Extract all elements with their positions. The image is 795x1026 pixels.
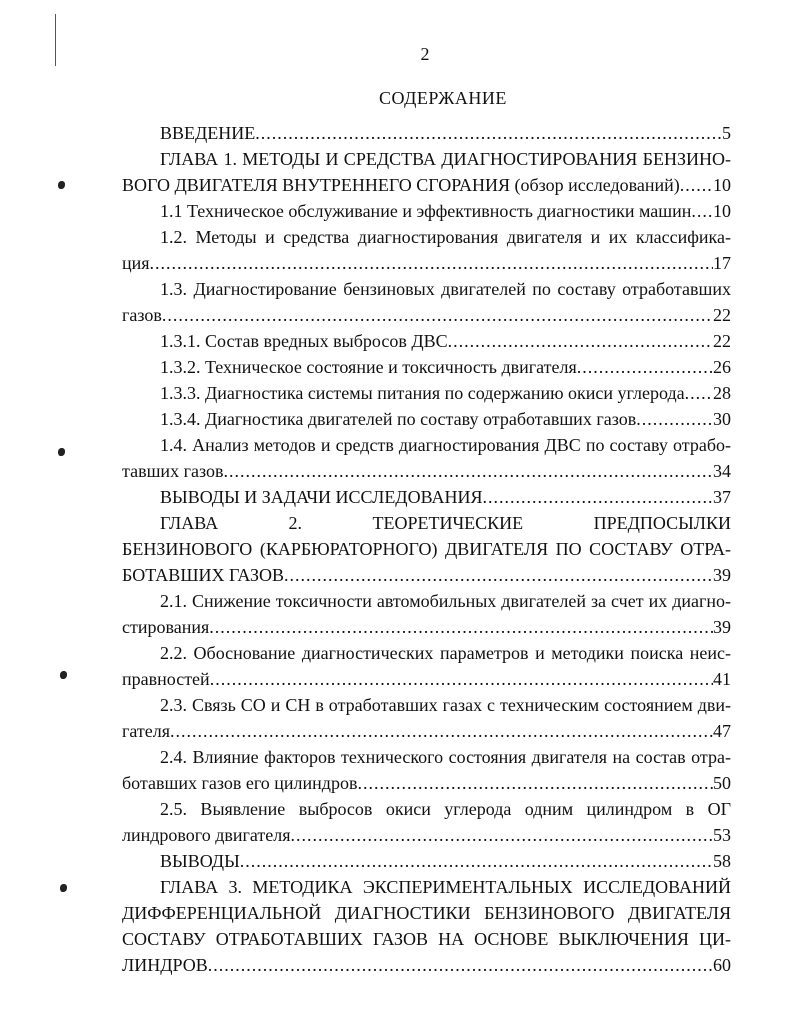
toc-entry-text: ДИФФЕРЕНЦИАЛЬНОЙ ДИАГНОСТИКИ БЕНЗИНОВОГО ДВИГАТЕЛЯ <box>122 903 731 923</box>
toc-entry[interactable] <box>122 146 731 198</box>
toc-entry-text: ВВЕДЕНИЕ <box>160 123 256 143</box>
toc-page-number: 58 <box>713 851 731 871</box>
toc-entry-text: ЛИНДРОВ <box>122 955 208 975</box>
toc-entry-text: стирования <box>122 617 210 637</box>
toc-entry-text: ботавших газов его цилиндров <box>122 773 358 793</box>
toc-entry-text: тавших газов <box>122 461 224 481</box>
toc-entry-text: газов <box>122 305 162 325</box>
toc-page-number: 5 <box>722 123 731 143</box>
toc-entry-text: 1.3.2. Техническое состояние и токсичность двигателя <box>160 357 577 377</box>
dot-leader <box>210 666 713 692</box>
toc-entry-last-line <box>122 718 731 744</box>
toc-page-number: 26 <box>713 357 731 377</box>
toc-page-number: 30 <box>713 409 731 429</box>
toc-entry-last-line <box>122 770 731 796</box>
toc-page-number: 47 <box>713 721 731 741</box>
toc-entry-text: 2.1. Снижение токсичности автомобильных двигателей за счет их диагно- <box>160 591 731 611</box>
dot-leader <box>685 380 713 406</box>
toc-entry-last-line <box>122 484 731 510</box>
toc-page-number: 10 <box>713 175 731 195</box>
toc-entry[interactable] <box>122 354 731 380</box>
dot-leader <box>680 172 713 198</box>
toc-entry-text: БОТАВШИХ ГАЗОВ <box>122 565 284 585</box>
toc-entry[interactable] <box>122 692 731 744</box>
page-title: СОДЕРЖАНИЕ <box>379 88 507 108</box>
toc-page-number: 17 <box>713 253 731 273</box>
toc-entry-text: 2.4. Влияние факторов технического состояния двигателя на состав отра- <box>160 747 731 767</box>
toc-page-number: 10 <box>713 201 731 221</box>
toc-entry-last-line <box>122 172 731 198</box>
toc-page-number: 39 <box>713 617 731 637</box>
toc-page-number: 60 <box>713 955 731 975</box>
toc-entry-text: ВЫВОДЫ И ЗАДАЧИ ИССЛЕДОВАНИЯ <box>160 487 483 507</box>
dot-leader <box>482 484 713 510</box>
toc-page-number: 53 <box>713 825 731 845</box>
toc-entry-last-line <box>122 458 731 484</box>
toc-entry[interactable] <box>122 510 731 588</box>
toc-entry-text: 2.2. Обоснование диагностических параметров и методики поиска неис- <box>160 643 731 663</box>
toc-entry-last-line <box>122 614 731 640</box>
toc-entry[interactable] <box>122 406 731 432</box>
toc-entry-last-line <box>122 406 731 432</box>
toc-entry-text: ГЛАВА 1. МЕТОДЫ И СРЕДСТВА ДИАГНОСТИРОВАНИЯ БЕНЗИНО- <box>160 149 731 169</box>
toc-entry[interactable] <box>122 328 731 354</box>
toc-page-number: 39 <box>713 565 731 585</box>
toc-entry-last-line <box>122 380 731 406</box>
margin-mark <box>60 671 67 679</box>
toc-entry-last-line <box>122 302 731 328</box>
toc-entry-text: БЕНЗИНОВОГО (КАРБЮРАТОРНОГО) ДВИГАТЕЛЯ ПО СОСТАВУ ОТРА- <box>122 539 731 559</box>
dot-leader <box>691 198 713 224</box>
toc-entry-text: ВЫВОДЫ <box>160 851 240 871</box>
toc-entry-text: ГЛАВА 3. МЕТОДИКА ЭКСПЕРИМЕНТАЛЬНЫХ ИССЛЕДОВАНИЙ <box>160 877 731 897</box>
toc-entry-text: гателя <box>122 721 171 741</box>
toc-entry-last-line <box>122 562 731 588</box>
toc-entry-text: линдрового двигателя <box>122 825 291 845</box>
toc-entry[interactable] <box>122 796 731 848</box>
page-number: 2 <box>420 44 430 64</box>
toc-entry-last-line <box>122 822 731 848</box>
toc-entry-last-line <box>122 848 731 874</box>
dot-leader <box>636 406 713 432</box>
toc-entry-text: 2.5. Выявление выбросов окиси углерода одним цилиндром в ОГ <box>160 799 731 819</box>
toc-page-number: 50 <box>713 773 731 793</box>
toc-page-number: 41 <box>713 669 731 689</box>
table-of-contents <box>122 120 731 978</box>
toc-entry-text: 1.3.3. Диагностика системы питания по содержанию окиси углерода <box>160 383 685 403</box>
toc-entry-text: ВОГО ДВИГАТЕЛЯ ВНУТРЕННЕГО СГОРАНИЯ (обзор исследований) <box>122 175 680 195</box>
dot-leader <box>150 250 713 276</box>
toc-entry-text: 1.2. Методы и средства диагностирования двигателя и их классифика- <box>160 227 731 247</box>
toc-entry-text: 2.3. Связь СО и СН в отработавших газах с техническим состоянием дви- <box>160 695 731 715</box>
toc-entry-text: 1.4. Анализ методов и средств диагностирования ДВС по составу отрабо- <box>160 435 731 455</box>
dot-leader <box>284 562 713 588</box>
toc-entry-last-line <box>122 952 731 978</box>
toc-entry-last-line <box>122 354 731 380</box>
toc-entry-last-line <box>122 666 731 692</box>
dot-leader <box>448 328 713 354</box>
dot-leader <box>170 718 713 744</box>
dot-leader <box>291 822 713 848</box>
toc-entry[interactable] <box>122 848 731 874</box>
toc-entry[interactable] <box>122 380 731 406</box>
toc-entry[interactable] <box>122 744 731 796</box>
toc-entry-last-line <box>122 328 731 354</box>
toc-entry-text: 1.3. Диагностирование бензиновых двигателей по составу отработавших <box>160 279 731 299</box>
toc-entry-text: 1.1 Техническое обслуживание и эффективность диагностики машин <box>160 201 692 221</box>
toc-entry[interactable] <box>122 198 731 224</box>
toc-entry[interactable] <box>122 874 731 978</box>
toc-page-number: 22 <box>713 331 731 351</box>
dot-leader <box>255 120 722 146</box>
dot-leader <box>223 458 713 484</box>
toc-page-number: 28 <box>713 383 731 403</box>
dot-leader <box>209 614 713 640</box>
margin-mark <box>58 448 65 456</box>
dot-leader <box>208 952 713 978</box>
margin-mark <box>58 181 65 189</box>
toc-page-number: 37 <box>713 487 731 507</box>
toc-entry-last-line <box>122 198 731 224</box>
toc-entry-last-line <box>122 250 731 276</box>
toc-entry-text: ция <box>122 253 150 273</box>
dot-leader <box>240 848 713 874</box>
toc-page-number: 22 <box>713 305 731 325</box>
toc-entry-text: ГЛАВА 2. ТЕОРЕТИЧЕСКИЕ ПРЕДПОСЫЛКИ <box>160 513 731 533</box>
toc-entry[interactable] <box>122 432 731 484</box>
toc-entry[interactable] <box>122 120 731 146</box>
toc-page-number: 34 <box>713 461 731 481</box>
toc-entry-text: правностей <box>122 669 210 689</box>
toc-entry[interactable] <box>122 484 731 510</box>
dot-leader <box>162 302 713 328</box>
toc-entry-text: СОСТАВУ ОТРАБОТАВШИХ ГАЗОВ НА ОСНОВЕ ВЫКЛЮЧЕНИЯ ЦИ- <box>122 929 731 949</box>
toc-entry[interactable] <box>122 640 731 692</box>
toc-entry[interactable] <box>122 276 731 328</box>
toc-entry-last-line <box>122 120 731 146</box>
toc-entry[interactable] <box>122 588 731 640</box>
dot-leader <box>357 770 713 796</box>
dot-leader <box>577 354 713 380</box>
toc-entry-text: 1.3.1. Состав вредных выбросов ДВС <box>160 331 448 351</box>
margin-mark <box>60 884 67 892</box>
toc-entry-text: 1.3.4. Диагностика двигателей по составу отработавших газов <box>160 409 637 429</box>
toc-entry[interactable] <box>122 224 731 276</box>
